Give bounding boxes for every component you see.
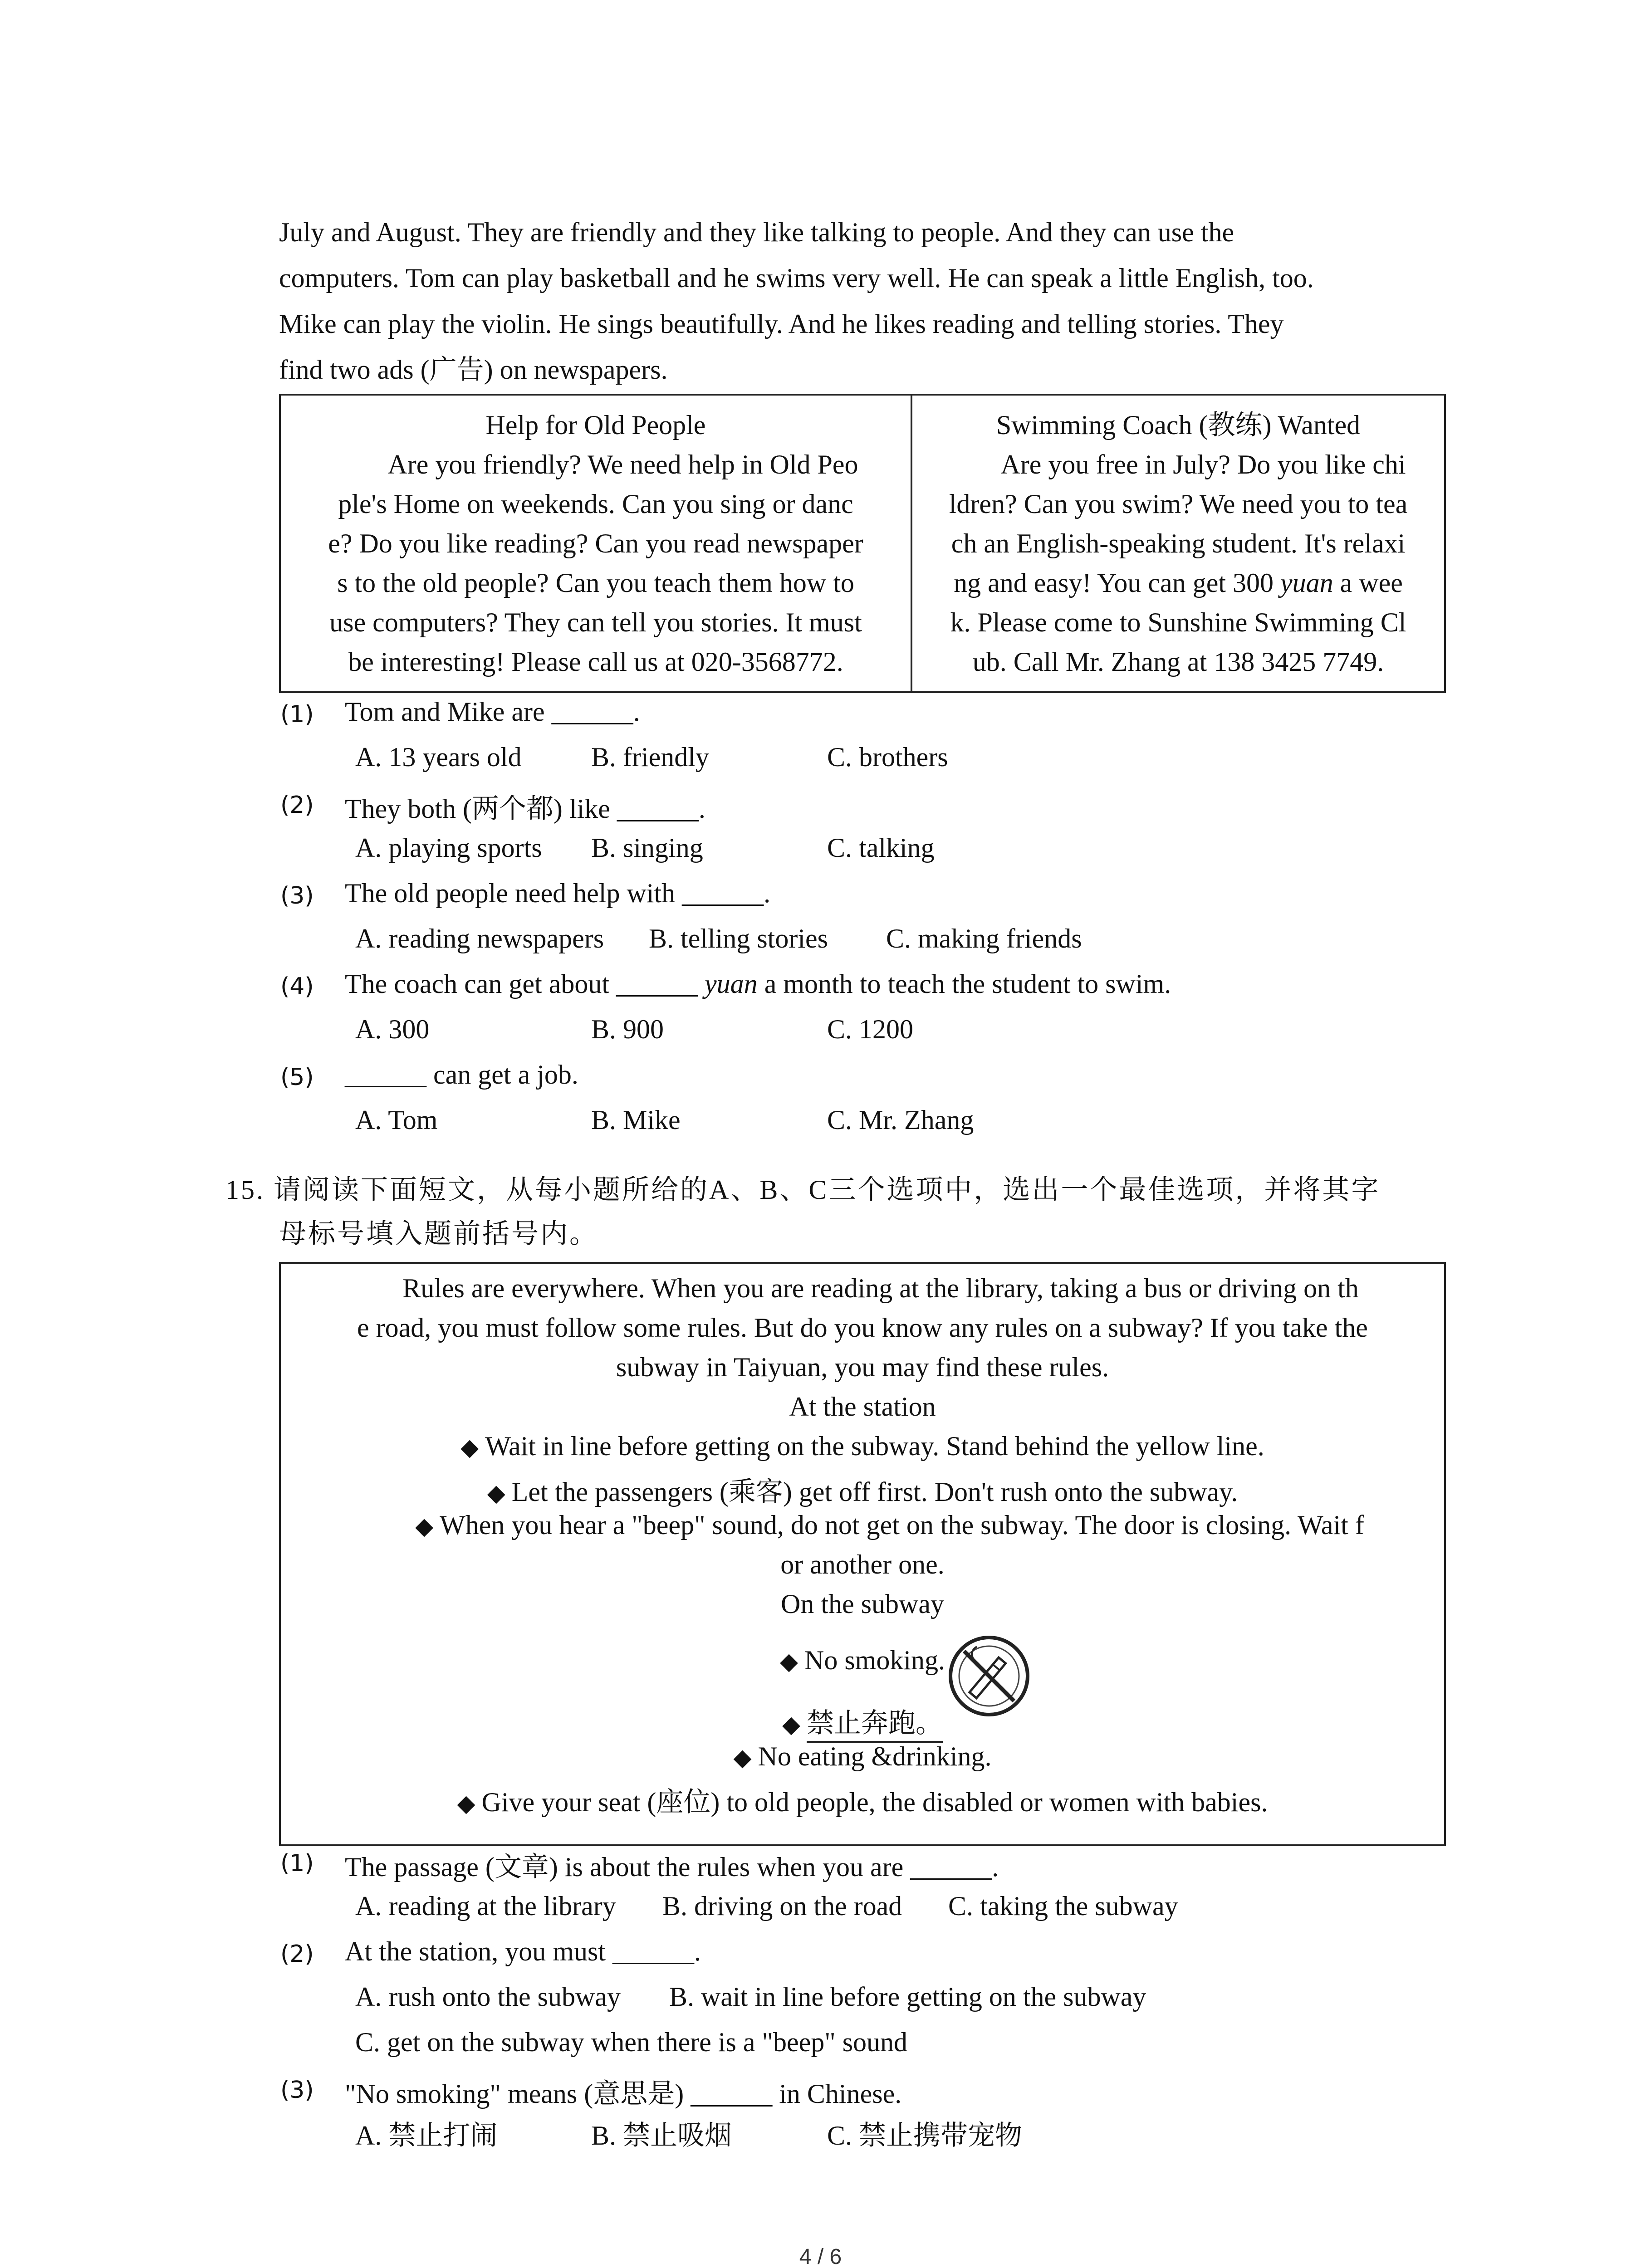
option-c: C. making friends (886, 924, 1082, 953)
section-heading: At the station (789, 1392, 936, 1422)
option-a: A. Tom (355, 1105, 438, 1135)
option-b: B. telling stories (649, 924, 828, 953)
option-b: B. 禁止吸烟 (591, 2121, 732, 2151)
question-number: (3) (280, 882, 314, 909)
option-c: C. taking the subway (948, 1891, 1178, 1921)
option-a: A. 禁止打闹 (355, 2121, 498, 2151)
bullet-icon: ◆ (457, 1791, 475, 1817)
option-c: C. 1200 (827, 1014, 914, 1044)
intro-line: find two ads (广告) on newspapers. (279, 355, 668, 385)
bullet-icon: ◆ (460, 1435, 479, 1461)
ad-line: Are you friendly? We need help in Old Peo (387, 450, 858, 479)
option-a: A. reading at the library (355, 1891, 616, 1921)
rules-passage-box (279, 1262, 1446, 1846)
no-smoking-icon (946, 1633, 1032, 1719)
page-number: 4 / 6 (799, 2245, 842, 2268)
question-stem: ______ can get a job. (345, 1060, 578, 1090)
ad-line: s to the old people? Can you teach them how to (337, 568, 854, 598)
option-b: B. singing (591, 833, 703, 863)
ad-line: use computers? They can tell you stories. It must (329, 607, 862, 637)
ad-line: ng and easy! You can get 300 yuan a wee (954, 568, 1403, 598)
rule-item-continued: or another one. (780, 1549, 945, 1579)
question-number: (2) (280, 792, 314, 819)
bullet-icon: ◆ (487, 1481, 505, 1506)
question-stem: They both (两个都) like ______. (345, 794, 705, 824)
section-instruction: 母标号填入题前括号内。 (279, 1219, 598, 1249)
bullet-icon: ◆ (782, 1712, 800, 1738)
ad-title: Help for Old People (485, 410, 706, 440)
ad-line: e? Do you like reading? Can you read newspaper (328, 528, 863, 558)
option-b: B. friendly (591, 742, 709, 772)
ad-line: be interesting! Please call us at 020-3568772. (348, 647, 843, 677)
ad-line: k. Please come to Sunshine Swimming Cl (950, 607, 1406, 637)
passage-line: e road, you must follow some rules. But do you know any rules on a subway? If you take the (357, 1313, 1368, 1343)
option-a: A. rush onto the subway (355, 1982, 621, 2012)
option-c: C. Mr. Zhang (827, 1105, 974, 1135)
intro-line: computers. Tom can play basketball and he swims very well. He can speak a little English, too. (279, 263, 1314, 293)
question-number: (4) (280, 973, 314, 1000)
question-stem: "No smoking" means (意思是) ______ in Chinese. (345, 2079, 902, 2109)
option-b: B. wait in line before getting on the subway (669, 1982, 1146, 2012)
bullet-icon: ◆ (779, 1649, 798, 1675)
intro-line: July and August. They are friendly and they like talking to people. And they can use the (279, 217, 1234, 247)
ad-swimming-coach (911, 395, 1445, 692)
question-stem: At the station, you must ______. (345, 1936, 701, 1966)
ad-old-people (280, 395, 911, 692)
ad-line: ub. Call Mr. Zhang at 138 3425 7749. (972, 647, 1384, 677)
option-c: C. talking (827, 833, 935, 863)
question-number: (3) (280, 2077, 314, 2104)
bullet-icon: ◆ (733, 1745, 752, 1771)
rule-item: ◆ Wait in line before getting on the subway. Stand behind the yellow line. (460, 1431, 1264, 1461)
question-stem: The coach can get about ______ yuan a month to teach the student to swim. (345, 969, 1171, 999)
question-number: (5) (280, 1064, 314, 1091)
rule-item: ◆ When you hear a "beep" sound, do not get on the subway. The door is closing. Wait f (415, 1510, 1364, 1540)
option-b: B. 900 (591, 1014, 664, 1044)
ad-line: ldren? Can you swim? We need you to tea (949, 489, 1408, 519)
section-heading: On the subway (781, 1589, 944, 1619)
question-stem: The passage (文章) is about the rules when you are ______. (345, 1852, 999, 1882)
question-number: (1) (280, 701, 314, 728)
rule-item: ◆ No smoking. (779, 1645, 945, 1675)
ad-line: ch an English-speaking student. It's relaxi (951, 528, 1406, 558)
question-number: (1) (280, 1850, 314, 1877)
passage-line: subway in Taiyuan, you may find these rules. (616, 1352, 1109, 1382)
question-stem: The old people need help with ______. (345, 878, 771, 908)
ad-title: Swimming Coach (教练) Wanted (996, 410, 1361, 440)
rule-item: ◆ No eating &drinking. (733, 1741, 992, 1771)
ad-line: ple's Home on weekends. Can you sing or danc (338, 489, 853, 519)
bullet-icon: ◆ (415, 1514, 434, 1540)
option-c: C. brothers (827, 742, 948, 772)
option-b: B. driving on the road (662, 1891, 902, 1921)
option-c: C. get on the subway when there is a "beep" sound (355, 2027, 908, 2057)
passage-line: Rules are everywhere. When you are reading at the library, taking a bus or driving on th (402, 1273, 1359, 1303)
option-a: A. 300 (355, 1014, 430, 1044)
ads-table (279, 394, 1446, 693)
question-number: (2) (280, 1941, 314, 1968)
section-instruction: 15. 请阅读下面短文，从每小题所给的A、B、C三个选项中，选出一个最佳选项，并将其字 (225, 1175, 1381, 1205)
option-c: C. 禁止携带宠物 (827, 2121, 1023, 2151)
option-b: B. Mike (591, 1105, 681, 1135)
rule-item: ◆ 禁止奔跑。 (281, 1701, 1444, 1740)
option-a: A. 13 years old (355, 742, 522, 772)
intro-line: Mike can play the violin. He sings beautifully. And he likes reading and telling stories. They (279, 309, 1284, 339)
ad-line: Are you free in July? Do you like chi (1000, 450, 1406, 479)
rule-item: ◆ Give your seat (座位) to old people, the disabled or women with babies. (457, 1787, 1268, 1817)
option-a: A. playing sports (355, 833, 542, 863)
rule-item: ◆ Let the passengers (乘客) get off first. Don't rush onto the subway. (487, 1477, 1238, 1507)
question-stem: Tom and Mike are ______. (345, 697, 640, 727)
option-a: A. reading newspapers (355, 924, 604, 953)
intro-paragraph (279, 210, 1459, 393)
